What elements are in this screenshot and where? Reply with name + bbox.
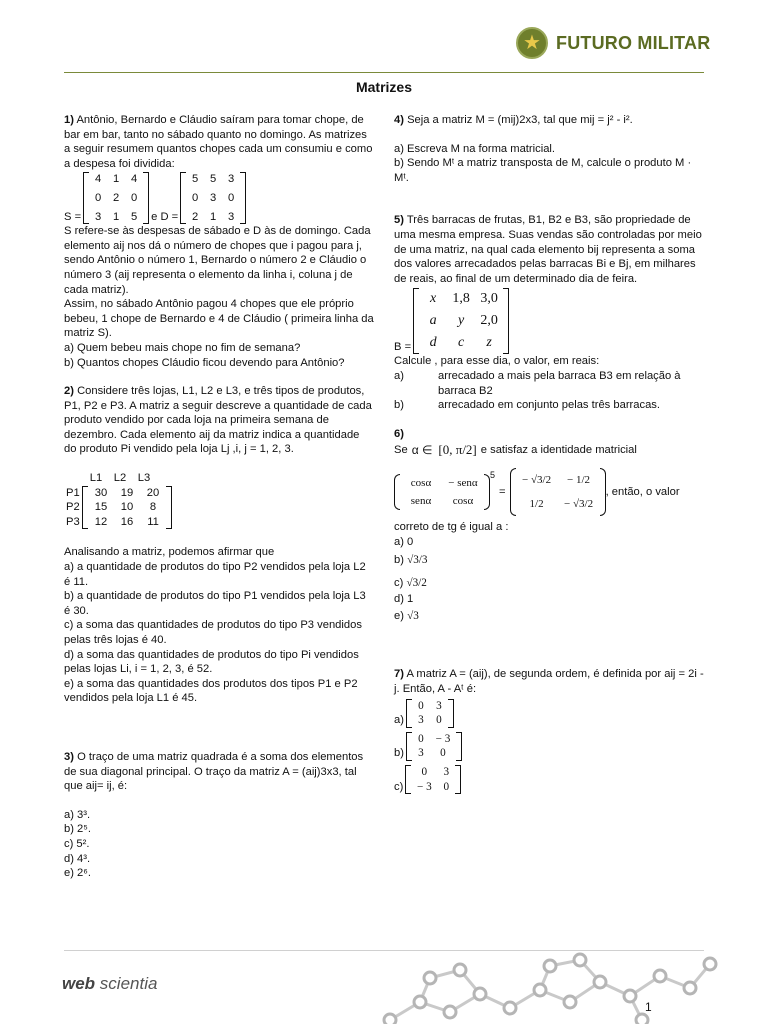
q1-intro: 1) Antônio, Bernardo e Cláudio saíram para tomar chope, de bar em bar, tanto no sábado quanto no domingo. As matrizes a seguir resumem quantos chopes cada um consumiu e como a despesa foi dividida: — [64, 114, 373, 170]
q2-option-e: e) a soma das quantidades dos produtos dos tipos P1 e P2 vendidos pela loja L1 é 45. — [64, 677, 358, 705]
q7-option-a: a) 0 3 3 0 — [394, 699, 704, 728]
matrix-d: 5 5 3 0 3 0 2 1 3 — [180, 172, 246, 224]
matrix-sales: 30 19 20 15 10 8 12 16 11 — [82, 486, 172, 530]
q4-option-b: b) Sendo Mᵗ a matriz transposta de M, calcule o produto M · Mᵗ. — [394, 157, 692, 184]
equals-sign: = — [499, 485, 506, 498]
molecule-graphic — [380, 950, 720, 1024]
q1-d-label: e D = — [151, 210, 179, 223]
page-title: Matrizes — [355, 79, 413, 95]
q2-lead: Analisando a matriz, podemos afirmar que — [64, 546, 275, 559]
q5-intro: 5) Três barracas de frutas, B1, B2 e B3, são propriedade de uma mesma empresa. Suas vendas são controladas por meio de uma matriz, na qual cada elemento bij representa a soma dos valores arrecadados pelas barracas Bi e Bj, em milhares de reais, ao final de um determinado dia de feira. — [394, 214, 702, 285]
q2-option-d: d) a soma das quantidades de produtos do tipo Pi vendidos pelas lojas Li, i = 1, 2, 3, é 52. — [64, 648, 359, 676]
q1-matrices — [64, 172, 374, 224]
q2-col-headers — [84, 471, 374, 486]
q4-option-a: a) Escreva M na forma matricial. — [394, 142, 556, 155]
q4-intro: 4) Seja a matriz M = (mij)2x3, tal que mij = j² - i². — [394, 114, 633, 126]
q6-option-d: d) 1 — [394, 593, 414, 606]
row-header: P3 — [66, 515, 80, 528]
alpha-symbol: α ∈ — [411, 443, 433, 458]
q7-option-c: c) 0 3 − 3 0 — [394, 765, 704, 794]
q5-calc: Calcule , para esse dia, o valor, em reais: — [394, 355, 600, 368]
page-number: 1 — [645, 1000, 652, 1014]
q6-option-a: a) 0 — [394, 535, 414, 548]
matrix-s: 4 1 4 0 2 0 3 1 5 — [83, 172, 149, 224]
brand-name: FUTURO MILITAR — [556, 32, 711, 53]
row-header: P1 — [66, 486, 80, 499]
q2-intro: 2) Considere três lojas, L1, L2 e L3, e três tipos de produtos, P1, P2 e P3. A matriz a seguir descreve a quantidade de cada produto vendido por cada loja na primeira semana de dezembro. Cada elemento aij da matriz indica a quantidade do produto Pi vendido pela loja Lj ,i, j = 1, 2, 3. — [64, 385, 372, 456]
q3-option-c: c) 5². — [64, 837, 90, 850]
q3-intro: 3) O traço de uma matriz quadrada é a soma dos elementos de sua diagonal principal. O traço da matriz A = (aij)3x3, tal que aij= ij, é: — [64, 750, 364, 793]
q6-interval: [0, π/2] — [438, 442, 477, 458]
row-header: P2 — [66, 501, 80, 514]
left-column — [64, 113, 374, 881]
q6-identity — [394, 468, 704, 516]
col-header: L3 — [137, 472, 151, 485]
matrix-c: 0 3 − 3 0 — [405, 765, 461, 794]
matrix-rotation: cosα − senα senα cosα — [394, 474, 490, 510]
q5-option-b: b) arrecadado em conjunto pelas três barracas. — [394, 399, 661, 412]
q1-s-label: S = — [64, 210, 82, 223]
q6-correct: correto de tg é igual a : — [394, 520, 509, 533]
star-icon: ★ — [516, 27, 548, 59]
q2-option-b: b) a quantidade de produtos do tipo P1 vendidos pela loja L3 é 30. — [64, 590, 366, 617]
q6-se: Se — [394, 444, 408, 457]
q6-option-e: e) √3 — [394, 609, 419, 622]
q1-body1: S refere-se às despesas de sábado e D às de domingo. Cada elemento aij nos dá o número de chopes que i pagou para j, sendo Antônio o número 1, Bernardo o número 2 e Cláudio o número 3 (aij representa o elemento da linha i, coluna j de cada matriz). — [64, 225, 371, 296]
col-header: L2 — [113, 472, 127, 485]
q6-option-c: c) √3/2 — [394, 576, 427, 589]
matrix-result: − √3/2 − 1/2 1/2 − √3/2 — [510, 468, 606, 516]
q3-option-e: e) 2⁶. — [64, 867, 91, 880]
col-header: L1 — [89, 472, 103, 485]
q5-option-a: a) arrecadado a mais pela barraca B3 em relação à barraca B2 — [394, 369, 681, 397]
q6-condition — [394, 443, 704, 458]
q3-option-d: d) 4³. — [64, 852, 91, 865]
q2-option-a: a) a quantidade de produtos do tipo P2 vendidos pela loja L2 é 11. — [64, 561, 366, 588]
q1-body2: Assim, no sábado Antônio pagou 4 chopes que ele próprio bebeu, 1 chope de Bernardo e 4 de Cláudio ( primeira linha da matriz S). — [64, 298, 374, 340]
right-column — [394, 113, 704, 794]
q6-exponent: 5 — [490, 469, 496, 480]
matrix-a: 0 3 3 0 — [406, 699, 454, 728]
q6-cond: e satisfaz a identidade matricial — [480, 444, 637, 457]
footer-logo: web scientia — [62, 974, 158, 993]
q7-option-b: b) 0 − 3 3 0 — [394, 732, 704, 761]
matrix-b-option: 0 − 3 3 0 — [406, 732, 462, 761]
q6-option-b: b) √3/3 — [394, 554, 428, 567]
q3-option-a: a) 3³. — [64, 808, 91, 821]
header-divider — [64, 72, 704, 73]
logo — [516, 27, 710, 59]
q2-matrix-block — [66, 471, 374, 529]
q3-option-b: b) 2⁵. — [64, 823, 92, 836]
q1-option-a: a) Quem bebeu mais chope no fim de semana? — [64, 341, 301, 354]
q1-option-b: b) Quantos chopes Cláudio ficou devendo para Antônio? — [64, 356, 345, 369]
q5-matrix-block — [394, 288, 704, 354]
q6-num: 6) — [394, 427, 404, 440]
q5-b-label: B = — [394, 340, 412, 353]
q2-option-c: c) a soma das quantidades de produtos do tipo P3 vendidos pelas três lojas é 40. — [64, 619, 362, 646]
q2-row-headers — [66, 486, 82, 530]
matrix-b: x 1,8 3,0 a y 2,0 d c z — [413, 288, 509, 354]
q6-then: , então, o valor — [605, 485, 680, 498]
q7-intro: 7) A matriz A = (aij), de segunda ordem, é definida por aij = 2i - j. Então, A - Aᵗ é: — [394, 668, 704, 696]
